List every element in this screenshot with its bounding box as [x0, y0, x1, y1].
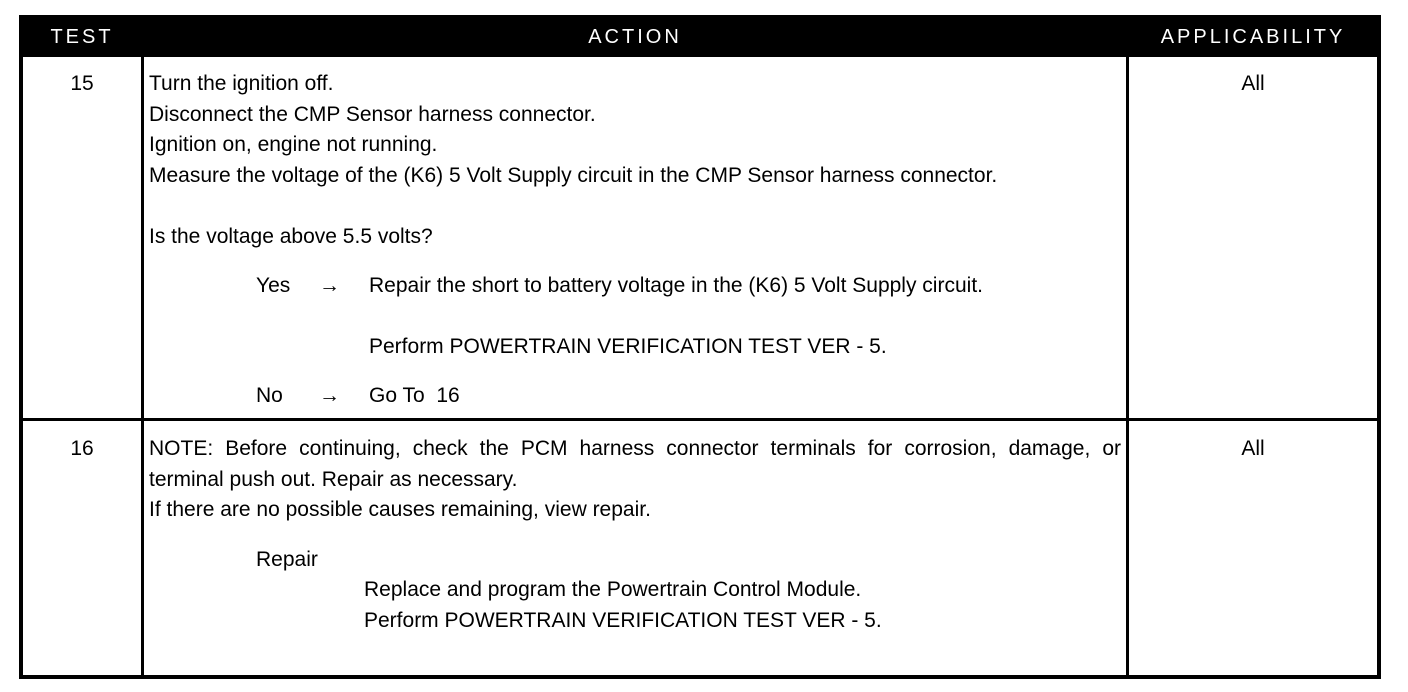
test-number: 15	[70, 72, 94, 95]
yes-outcome	[369, 271, 1121, 363]
yes-line: Perform POWERTRAIN VERIFICATION TEST VER - 5.	[369, 335, 887, 358]
applicability-value: All	[1241, 72, 1265, 95]
yes-line: Repair the short to battery voltage in the (K6) 5 Volt Supply circuit.	[369, 274, 983, 297]
diagnostic-test-table	[19, 15, 1381, 679]
action-line: Disconnect the CMP Sensor harness connector.	[149, 102, 596, 126]
action-steps	[149, 434, 1121, 526]
test-number: 16	[70, 437, 94, 460]
row-divider	[23, 418, 1377, 421]
header-action: ACTION	[588, 26, 682, 48]
yes-label: Yes	[256, 274, 291, 297]
table-header	[23, 19, 1377, 57]
applicability-value: All	[1241, 437, 1265, 460]
arrow-icon: →	[319, 274, 340, 297]
repair-line: Replace and program the Powertrain Control Module.	[364, 578, 862, 601]
action-line: Turn the ignition off.	[149, 72, 334, 95]
no-outcome: Go To 16	[369, 384, 460, 407]
arrow-icon: →	[319, 384, 340, 407]
action-line: Is the voltage above 5.5 volts?	[149, 224, 433, 248]
header-applicability: APPLICABILITY	[1160, 26, 1346, 48]
action-line: Ignition on, engine not running.	[149, 133, 438, 156]
repair-label: Repair	[256, 548, 318, 571]
repair-line: Perform POWERTRAIN VERIFICATION TEST VER - 5.	[364, 608, 882, 632]
column-divider-applicability	[1126, 57, 1129, 675]
action-line: NOTE: Before continuing, check the PCM harness connector terminals for corrosion, damage, or terminal push out. Repair as necessary.	[149, 437, 1121, 491]
action-steps	[149, 69, 1121, 252]
column-divider-test	[141, 57, 144, 675]
action-line: Measure the voltage of the (K6) 5 Volt Supply circuit in the CMP Sensor harness connector.	[149, 163, 998, 187]
action-line: If there are no possible causes remaining, view repair.	[149, 498, 651, 521]
repair-steps	[364, 575, 882, 636]
header-test: TEST	[50, 26, 114, 48]
no-label: No	[256, 384, 283, 407]
